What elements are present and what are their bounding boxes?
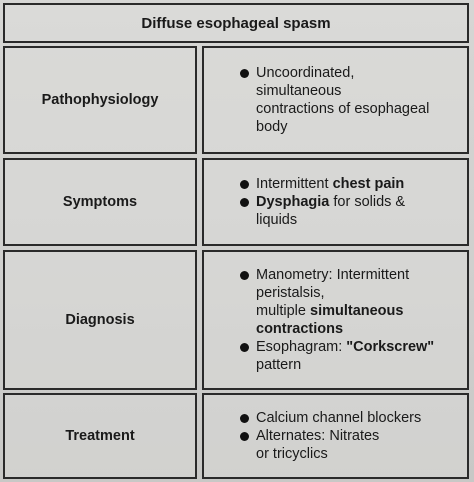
text: Uncoordinated, (256, 65, 355, 81)
bullet-list (256, 409, 467, 463)
bullet-item (256, 193, 467, 229)
row-label-text: Pathophysiology (41, 92, 159, 108)
row-label-text: Symptoms (62, 194, 138, 210)
text: multiple (256, 303, 310, 319)
row-content-symptoms (202, 158, 469, 246)
text: Manometry: Intermittent (256, 267, 410, 283)
bold-text: contractions (256, 321, 344, 337)
table-title-text: Diffuse esophageal spasm (141, 14, 331, 32)
bullet-item (256, 266, 467, 338)
bullet-list (256, 64, 467, 136)
text: pattern (256, 357, 302, 373)
bullet-item (256, 338, 467, 374)
row-label-diagnosis (3, 250, 197, 390)
row-label-treatment (3, 393, 197, 479)
bullet-dot-icon (240, 343, 249, 352)
text: Esophagram: (256, 339, 347, 355)
text: contractions of esophageal (256, 101, 430, 117)
row-label-text: Treatment (65, 428, 135, 444)
bullet-dot-icon (240, 271, 249, 280)
row-label-pathophysiology (3, 46, 197, 154)
bullet-dot-icon (240, 414, 249, 423)
row-content-treatment (202, 393, 469, 479)
text: body (256, 119, 288, 135)
bullet-item (256, 409, 467, 427)
text: Alternates: Nitrates (256, 428, 380, 444)
bullet-list (256, 175, 467, 229)
text: or tricyclics (256, 446, 328, 462)
text: for solids & (329, 194, 406, 210)
bold-text: "Corkscrew" (346, 339, 435, 355)
row-content-pathophysiology (202, 46, 469, 154)
row-label-text: Diagnosis (65, 312, 135, 328)
bullet-dot-icon (240, 198, 249, 207)
text: liquids (256, 212, 298, 228)
row-label-symptoms (3, 158, 197, 246)
bullet-dot-icon (240, 69, 249, 78)
text: Intermittent (256, 176, 333, 192)
text: simultaneous (256, 83, 342, 99)
bold-text: chest pain (332, 176, 405, 192)
text: Calcium channel blockers (256, 410, 422, 426)
text: peristalsis, (256, 285, 325, 301)
bullet-dot-icon (240, 432, 249, 441)
bold-text: Dysphagia (256, 194, 330, 210)
row-content-diagnosis (202, 250, 469, 390)
table-title (3, 3, 469, 43)
bullet-item (256, 175, 467, 193)
bullet-list (256, 266, 467, 374)
bullet-item (256, 427, 467, 463)
bold-text: simultaneous (310, 303, 404, 319)
bullet-item (256, 64, 467, 136)
bullet-dot-icon (240, 180, 249, 189)
